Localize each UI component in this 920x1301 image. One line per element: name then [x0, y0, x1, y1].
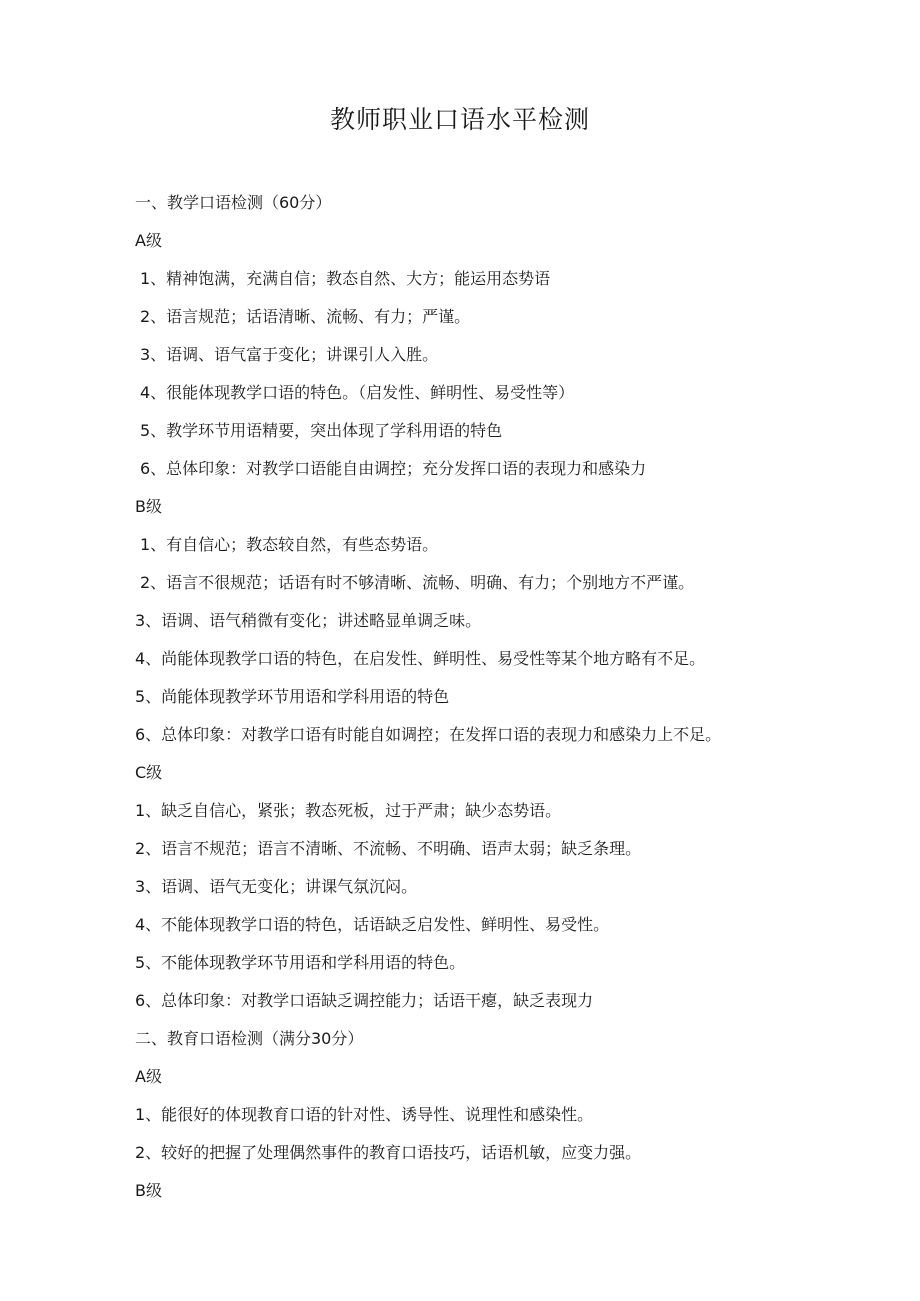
list-item: 3、语调、语气稍微有变化；讲述略显单调乏味。 [135, 611, 482, 630]
section-heading-teaching: 一、教学口语检测（60分） [135, 193, 332, 212]
list-item: 6、总体印象：对教学口语能自由调控；充分发挥口语的表现力和感染力 [140, 459, 647, 478]
list-item: 4、尚能体现教学口语的特色，在启发性、鲜明性、易受性等某个地方略有不足。 [135, 649, 706, 668]
list-item: 2、语言不规范；语言不清晰、不流畅、不明确、语声太弱；缺乏条理。 [135, 839, 642, 858]
grade-heading: A级 [135, 231, 162, 250]
grade-heading: A级 [135, 1067, 162, 1086]
list-item: 2、语言不很规范；话语有时不够清晰、流畅、明确、有力；个别地方不严谨。 [140, 573, 695, 592]
grade-heading: C级 [135, 763, 163, 782]
document-title: 教师职业口语水平检测 [329, 105, 590, 134]
list-item: 4、很能体现教学口语的特色。（启发性、鲜明性、易受性等） [140, 383, 575, 402]
list-item: 1、有自信心；教态较自然，有些态势语。 [140, 535, 439, 554]
list-item: 5、教学环节用语精要，突出体现了学科用语的特色 [140, 421, 503, 440]
list-item: 2、较好的把握了处理偶然事件的教育口语技巧，话语机敏，应变力强。 [135, 1143, 642, 1162]
grade-heading: B级 [135, 497, 162, 516]
list-item: 4、不能体现教学口语的特色，话语缺乏启发性、鲜明性、易受性。 [135, 915, 610, 934]
list-item: 1、能很好的体现教育口语的针对性、诱导性、说理性和感染性。 [135, 1105, 594, 1124]
list-item: 1、缺乏自信心，紧张；教态死板，过于严肃；缺少态势语。 [135, 801, 562, 820]
list-item: 6、总体印象：对教学口语有时能自如调控；在发挥口语的表现力和感染力上不足。 [135, 725, 722, 744]
list-item: 3、语调、语气富于变化；讲课引人入胜。 [140, 345, 439, 364]
list-item: 3、语调、语气无变化；讲课气氛沉闷。 [135, 877, 418, 896]
list-item: 5、尚能体现教学环节用语和学科用语的特色 [135, 687, 450, 706]
section-heading-education: 二、教育口语检测（满分30分） [135, 1029, 364, 1048]
list-item: 2、语言规范；话语清晰、流畅、有力；严谨。 [140, 307, 471, 326]
list-item: 5、不能体现教学环节用语和学科用语的特色。 [135, 953, 466, 972]
document-body [0, 184, 920, 1210]
list-item: 1、精神饱满，充满自信；教态自然、大方；能运用态势语 [140, 269, 551, 288]
grade-heading: B级 [135, 1181, 162, 1200]
list-item: 6、总体印象：对教学口语缺乏调控能力；话语干瘪，缺乏表现力 [135, 991, 594, 1010]
